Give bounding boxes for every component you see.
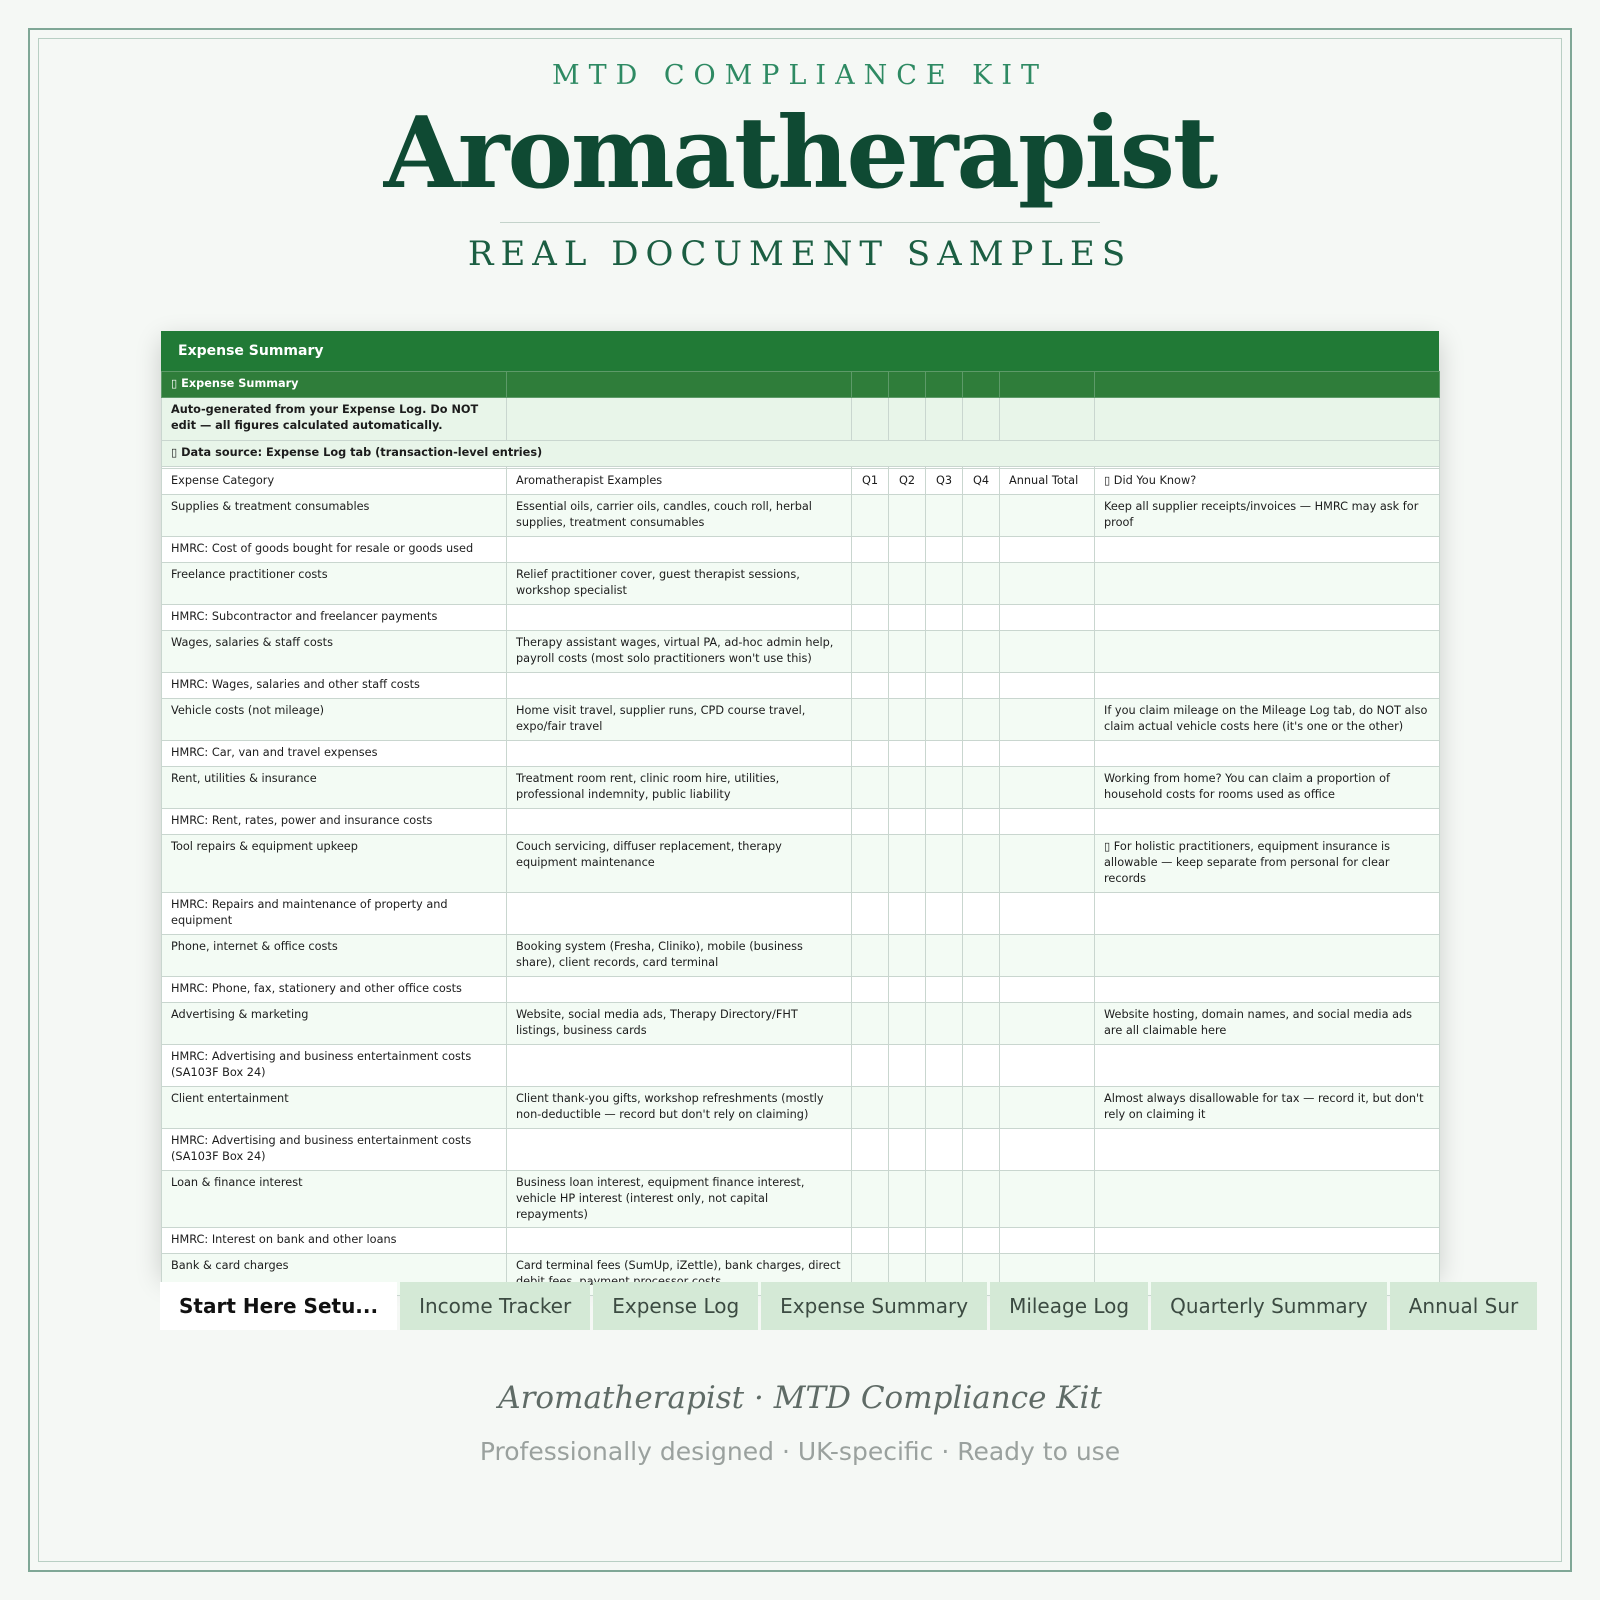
empty-cell[interactable] [852,673,889,699]
empty-cell[interactable] [963,537,1000,563]
title-divider [500,222,1100,223]
empty-cell[interactable] [963,809,1000,835]
examples-cell[interactable]: Card terminal fees (SumUp, iZettle), bank charges, direct [507,1254,852,1296]
column-header[interactable]: ▯ Did You Know? [1095,469,1440,495]
annual-total-cell[interactable] [1000,563,1095,605]
empty-cell[interactable] [1095,977,1440,1003]
empty-cell[interactable] [963,977,1000,1003]
did-you-know-cell[interactable] [1095,1171,1440,1228]
annual-total-cell[interactable] [1000,1003,1095,1045]
empty-cell[interactable] [852,809,889,835]
kicker: MTD COMPLIANCE KIT [551,60,1048,91]
empty-cell[interactable] [852,1129,889,1171]
hmrc-mapping-row [162,893,1440,935]
empty-cell[interactable] [1000,673,1095,699]
examples-cell[interactable]: Business loan interest, equipment finance interest, vehicle HP interest (interest only, not capital repayments) [507,1171,852,1228]
footer-tagline: Professionally designed · UK-specific · Ready to use [479,1437,1121,1466]
q2-cell[interactable] [889,631,926,673]
empty-cell[interactable] [889,1045,926,1087]
expense-category-row [162,495,1440,537]
examples-cell[interactable]: Relief practitioner cover, guest therapist sessions, workshop specialist [507,563,852,605]
empty-cell[interactable] [1095,809,1440,835]
empty-cell[interactable] [852,893,889,935]
q3-cell[interactable] [926,495,963,537]
empty-cell[interactable] [889,605,926,631]
q1-cell[interactable] [852,631,889,673]
sheet-tab[interactable]: Annual Sur [1390,1282,1537,1330]
auto-generated-note-row [162,398,1440,441]
data-source-row [162,441,1440,467]
q3-cell[interactable] [926,1171,963,1228]
q4-cell[interactable] [963,1087,1000,1129]
examples-cell[interactable]: Couch servicing, diffuser replacement, therapy equipment maintenance [507,835,852,893]
empty-cell[interactable] [1000,741,1095,767]
empty-cell[interactable] [852,741,889,767]
did-you-know-cell[interactable]: Keep all supplier receipts/invoices — HMRC may ask for proof [1095,495,1440,537]
hmrc-category-cell[interactable]: HMRC: Phone, fax, stationery and other office costs [162,977,507,1003]
sheet-tab[interactable]: Expense Summary [761,1282,987,1330]
expense-category-row [162,1003,1440,1045]
q2-cell[interactable] [889,495,926,537]
page-subtitle: REAL DOCUMENT SAMPLES [467,234,1133,274]
hmrc-category-cell[interactable]: HMRC: Subcontractor and freelancer payments [162,605,507,631]
hmrc-mapping-row [162,741,1440,767]
empty-cell[interactable] [507,809,852,835]
column-header-row [162,469,1440,495]
empty-cell[interactable] [1095,537,1440,563]
empty-cell[interactable] [1000,1228,1095,1254]
hmrc-mapping-row [162,673,1440,699]
sheet-header: Expense Summary [161,331,1439,371]
empty-cell[interactable] [963,673,1000,699]
hmrc-category-cell[interactable]: HMRC: Cost of goods bought for resale or goods used [162,537,507,563]
q1-cell[interactable] [852,495,889,537]
empty-cell[interactable] [852,1228,889,1254]
empty-cell[interactable] [926,537,963,563]
q3-cell[interactable] [926,1087,963,1129]
empty-cell[interactable] [926,893,963,935]
hmrc-mapping-row [162,605,1440,631]
empty-cell[interactable] [1000,537,1095,563]
q4-cell[interactable] [963,631,1000,673]
examples-cell[interactable]: Website, social media ads, Therapy Directory/FHT listings, business cards [507,1003,852,1045]
q4-cell[interactable] [963,495,1000,537]
spreadsheet-preview [161,331,1439,1273]
empty-cell[interactable] [1000,809,1095,835]
empty-cell[interactable] [926,809,963,835]
page-title: Aromatherapist [383,96,1217,211]
q1-cell[interactable] [852,699,889,741]
q1-cell[interactable] [852,1171,889,1228]
empty-cell[interactable] [507,605,852,631]
q2-cell[interactable] [889,563,926,605]
empty-cell[interactable] [926,605,963,631]
expense-category-cell[interactable]: Freelance practitioner costs [162,563,507,605]
q1-cell[interactable] [852,767,889,809]
empty-cell[interactable] [889,741,926,767]
empty-cell[interactable] [926,1228,963,1254]
q1-cell[interactable] [852,1087,889,1129]
column-header[interactable]: Q2 [889,469,926,495]
annual-total-cell[interactable] [1000,935,1095,977]
column-header[interactable]: Expense Category [162,469,507,495]
expense-category-cell[interactable]: Advertising & marketing [162,1003,507,1045]
q2-cell[interactable] [889,699,926,741]
empty-cell[interactable] [852,977,889,1003]
sheet-tab[interactable]: Mileage Log [990,1282,1148,1330]
hmrc-mapping-row [162,809,1440,835]
data-source-note: ▯ Data source: Expense Log tab (transaction-level entries) [162,441,1440,467]
column-header[interactable]: Q3 [926,469,963,495]
q2-cell[interactable] [889,1171,926,1228]
expense-category-cell[interactable]: Tool repairs & equipment upkeep [162,835,507,893]
empty-cell[interactable] [852,605,889,631]
did-you-know-cell[interactable]: If you claim mileage on the Mileage Log tab, do NOT also claim actual vehicle costs here (it's one or the other) [1095,699,1440,741]
empty-cell[interactable] [1095,673,1440,699]
q3-cell[interactable] [926,935,963,977]
column-header[interactable]: Annual Total [1000,469,1095,495]
q4-cell[interactable] [963,1003,1000,1045]
section-band-row [162,372,1440,398]
expense-category-cell[interactable]: Wages, salaries & staff costs [162,631,507,673]
q3-cell[interactable] [926,767,963,809]
expense-category-row [162,563,1440,605]
annual-total-cell[interactable] [1000,495,1095,537]
sheet-tab[interactable]: Quarterly Summary [1151,1282,1387,1330]
empty-cell[interactable] [889,893,926,935]
empty-cell[interactable] [507,893,852,935]
sheet-tab-bar [160,1282,1519,1330]
expense-summary-table [161,371,1440,1296]
expense-category-cell[interactable]: Vehicle costs (not mileage) [162,699,507,741]
q2-cell[interactable] [889,767,926,809]
empty-cell[interactable] [926,673,963,699]
empty-cell[interactable] [507,741,852,767]
empty-cell[interactable] [852,1045,889,1087]
empty-cell[interactable] [963,741,1000,767]
examples-cell[interactable]: Home visit travel, supplier runs, CPD course travel, expo/fair travel [507,699,852,741]
annual-total-cell[interactable] [1000,1171,1095,1228]
hmrc-category-cell[interactable]: HMRC: Rent, rates, power and insurance costs [162,809,507,835]
empty-cell[interactable] [1000,1045,1095,1087]
hmrc-mapping-row [162,537,1440,563]
empty-cell[interactable] [507,537,852,563]
hmrc-category-cell[interactable]: HMRC: Repairs and maintenance of property and equipment [162,893,507,935]
examples-cell[interactable]: Essential oils, carrier oils, candles, couch roll, herbal supplies, treatment consumables [507,495,852,537]
q4-cell[interactable] [963,563,1000,605]
expense-category-row [162,835,1440,893]
q3-cell[interactable] [926,835,963,893]
annual-total-cell[interactable] [1000,699,1095,741]
q2-cell[interactable] [889,935,926,977]
auto-generated-note: Auto-generated from your Expense Log. Do NOT edit — all figures calculated automatically. [162,398,507,441]
expense-category-cell[interactable]: Bank & card charges [162,1254,507,1296]
hmrc-mapping-row [162,977,1440,1003]
empty-cell[interactable] [963,1228,1000,1254]
expense-category-row [162,1171,1440,1228]
examples-cell[interactable]: Booking system (Fresha, Cliniko), mobile (business share), client records, card terminal [507,935,852,977]
empty-cell[interactable] [1095,741,1440,767]
expense-category-row [162,767,1440,809]
column-header[interactable]: Q4 [963,469,1000,495]
expense-category-cell[interactable]: Phone, internet & office costs [162,935,507,977]
empty-cell[interactable] [852,537,889,563]
empty-cell[interactable] [889,1228,926,1254]
q2-cell[interactable] [889,1087,926,1129]
empty-cell[interactable] [889,977,926,1003]
empty-cell[interactable] [1095,605,1440,631]
did-you-know-cell[interactable] [1095,935,1440,977]
expense-category-cell[interactable]: Rent, utilities & insurance [162,767,507,809]
expense-category-cell[interactable]: Client entertainment [162,1087,507,1129]
expense-category-row [162,699,1440,741]
empty-cell[interactable] [889,1129,926,1171]
empty-cell[interactable] [889,537,926,563]
q3-cell[interactable] [926,1003,963,1045]
empty-cell[interactable] [963,1045,1000,1087]
examples-cell[interactable]: Therapy assistant wages, virtual PA, ad-hoc admin help, payroll costs (most solo practitioners won't use this) [507,631,852,673]
hmrc-category-cell[interactable]: HMRC: Wages, salaries and other staff costs [162,673,507,699]
hmrc-mapping-row [162,1129,1440,1171]
empty-cell[interactable] [889,809,926,835]
column-header[interactable]: Q1 [852,469,889,495]
hmrc-category-cell[interactable]: HMRC: Car, van and travel expenses [162,741,507,767]
empty-cell[interactable] [1000,893,1095,935]
empty-cell[interactable] [1000,977,1095,1003]
did-you-know-cell[interactable] [1095,631,1440,673]
expense-category-row [162,631,1440,673]
q4-cell[interactable] [963,935,1000,977]
section-band-title: ▯ Expense Summary [162,372,507,398]
sheet-tab[interactable]: Income Tracker [400,1282,590,1330]
q2-cell[interactable] [889,1003,926,1045]
empty-cell[interactable] [507,1045,852,1087]
empty-cell[interactable] [889,673,926,699]
empty-cell[interactable] [963,893,1000,935]
expense-category-row [162,935,1440,977]
empty-cell[interactable] [507,977,852,1003]
empty-cell[interactable] [507,673,852,699]
empty-cell[interactable] [926,741,963,767]
annual-total-cell[interactable] [1000,767,1095,809]
examples-cell[interactable]: Client thank-you gifts, workshop refreshments (mostly non-deductible — record but don't rely on claiming) [507,1087,852,1129]
empty-cell[interactable] [926,1045,963,1087]
expense-category-row [162,1087,1440,1129]
empty-cell[interactable] [1000,1129,1095,1171]
q4-cell[interactable] [963,767,1000,809]
did-you-know-cell[interactable] [1095,563,1440,605]
q1-cell[interactable] [852,1003,889,1045]
hmrc-mapping-row [162,1045,1440,1087]
q1-cell[interactable] [852,835,889,893]
empty-cell[interactable] [926,1129,963,1171]
q3-cell[interactable] [926,563,963,605]
empty-cell[interactable] [507,1228,852,1254]
q3-cell[interactable] [926,631,963,673]
did-you-know-cell[interactable]: Working from home? You can claim a proportion of household costs for rooms used as office [1095,767,1440,809]
q1-cell[interactable] [852,563,889,605]
empty-cell[interactable] [507,1129,852,1171]
hmrc-category-cell[interactable]: HMRC: Advertising and business entertainment costs (SA103F Box 24) [162,1129,507,1171]
empty-cell[interactable] [1095,893,1440,935]
q2-cell[interactable] [889,835,926,893]
empty-cell[interactable] [1095,1045,1440,1087]
empty-cell[interactable] [963,605,1000,631]
did-you-know-cell[interactable]: ▯ For holistic practitioners, equipment insurance is allowable — keep separate from personal for clear records [1095,835,1440,893]
q4-cell[interactable] [963,1171,1000,1228]
q3-cell[interactable] [926,699,963,741]
footer-title: Aromatherapist · MTD Compliance Kit [498,1380,1102,1416]
empty-cell[interactable] [963,1129,1000,1171]
examples-cell[interactable]: Treatment room rent, clinic room hire, utilities, professional indemnity, public liability [507,767,852,809]
empty-cell[interactable] [1000,605,1095,631]
empty-cell[interactable] [1095,1228,1440,1254]
hmrc-mapping-row [162,1228,1440,1254]
did-you-know-cell[interactable]: Almost always disallowable for tax — record it, but don't rely on claiming it [1095,1087,1440,1129]
empty-cell[interactable] [1095,1129,1440,1171]
q4-cell[interactable] [963,699,1000,741]
expense-category-cell[interactable]: Supplies & treatment consumables [162,495,507,537]
annual-total-cell[interactable] [1000,1087,1095,1129]
column-header[interactable]: Aromatherapist Examples [507,469,852,495]
sheet-tab[interactable]: Expense Log [593,1282,758,1330]
did-you-know-cell[interactable]: Website hosting, domain names, and social media ads are all claimable here [1095,1003,1440,1045]
annual-total-cell[interactable] [1000,631,1095,673]
hmrc-category-cell[interactable]: HMRC: Advertising and business entertainment costs (SA103F Box 24) [162,1045,507,1087]
hmrc-category-cell[interactable]: HMRC: Interest on bank and other loans [162,1228,507,1254]
q4-cell[interactable] [963,835,1000,893]
expense-category-cell[interactable]: Loan & finance interest [162,1171,507,1228]
empty-cell[interactable] [926,977,963,1003]
q1-cell[interactable] [852,935,889,977]
sheet-tab[interactable]: Start Here Setu... [160,1282,397,1330]
annual-total-cell[interactable] [1000,835,1095,893]
